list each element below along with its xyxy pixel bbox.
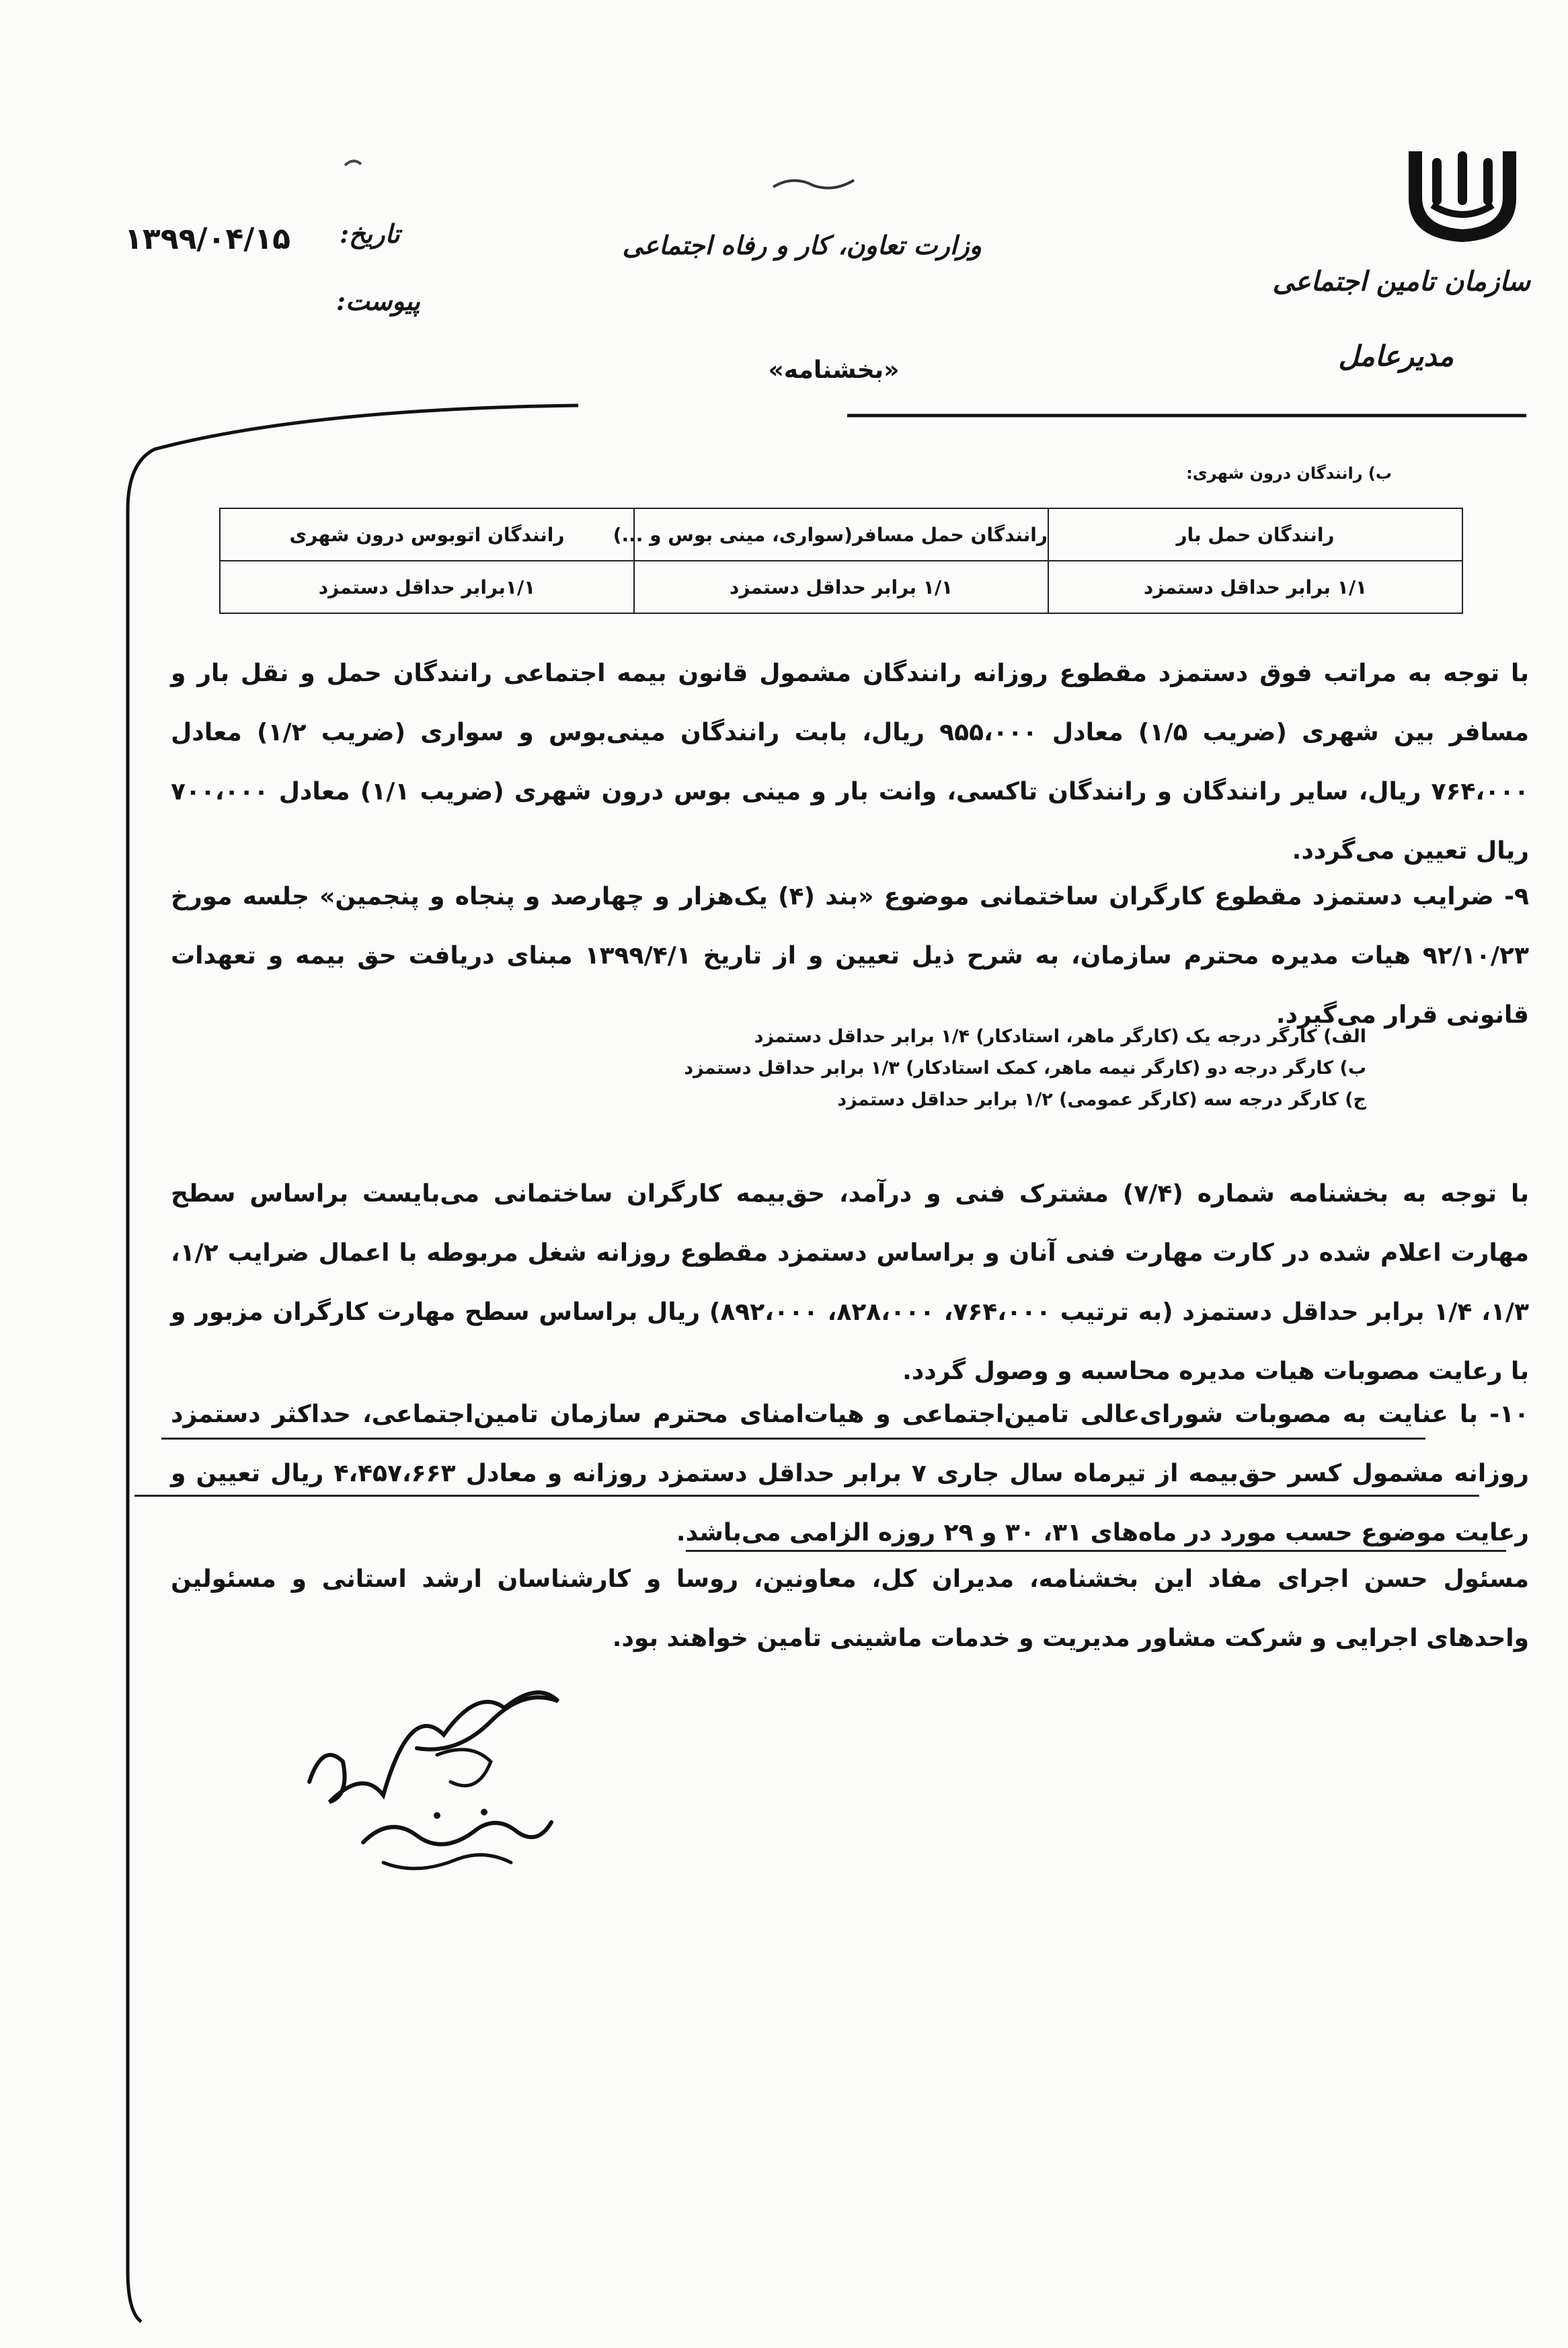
attachment-label: پیوست: (336, 286, 420, 316)
rates-table (219, 508, 1463, 614)
organization-name: سازمان تامین اجتماعی (1272, 266, 1530, 297)
table-cell: ۱/۱ برابر حداقل دستمزد (1048, 561, 1462, 613)
table-header-row (220, 508, 1462, 561)
table-header-cell: رانندگان حمل بار (1048, 508, 1462, 561)
underline (161, 1438, 1425, 1440)
table-header-cell: رانندگان حمل مسافر(سواری، مینی بوس و ...) (634, 508, 1048, 561)
ministry-name: وزارت تعاون، کار و رفاه اجتماعی (622, 230, 982, 260)
table-row (220, 561, 1462, 613)
paragraph-10: ۱۰- با عنایت به مصوبات شورای‌عالی تامین‌اجتماعی و هیات‌امنای محترم سازمان تامین‌اجتماعی، حداکثر دستمزد روزانه مشمول کسر حق‌بیمه از تیرماه سال جاری ۷ برابر حداقل دستمزد روزانه و معادل ۴،۴۵۷،۶۶۳ ریال تعیین و رعایت موضوع حسب مورد در ماه‌های ۳۱، ۳۰ و ۲۹ روزه الزامی می‌باشد. (171, 1401, 1529, 1547)
table-cell: ۱/۱برابر حداقل دستمزد (220, 561, 634, 613)
list-item: ج) کارگر درجه سه (کارگر عمومی) ۱/۲ برابر حداقل دستمزد (837, 1089, 1366, 1110)
header-mark (767, 168, 861, 195)
handwritten-signature (282, 1661, 565, 1903)
table-header-cell: رانندگان اتوبوس درون شهری (220, 508, 634, 561)
director-title: مدیرعامل (1338, 340, 1454, 373)
closing-paragraph: مسئول حسن اجرای مفاد این بخشنامه، مدیران کل، معاونین، روسا و کارشناسان ارشد استانی و مسئولین واحدهای اجرایی و شرکت مشاور مدیریت و خدمات ماشینی تامین خواهند بود. (171, 1565, 1529, 1652)
date-label: تاریخ: (340, 219, 400, 249)
list-item: ب) کارگر درجه دو (کارگر نیمه ماهر، کمک استادکار) ۱/۳ برابر حداقل دستمزد (684, 1058, 1366, 1079)
social-security-logo (1402, 145, 1523, 245)
paragraph-9: ۹- ضرایب دستمزد مقطوع کارگران ساختمانی موضوع «بند (۴) یک‌هزار و چهارصد و پنجاه و پنجمین» جلسه مورخ ۹۲/۱۰/۲۳ هیات مدیره محترم سازمان، به شرح ذیل تعیین و از تاریخ ۱۳۹۹/۴/۱ مبنای دریافت حق بیمه و تعهدات قانونی قرار می‌گیرد. (171, 883, 1529, 1029)
paragraph-drivers-wages: با توجه به مراتب فوق دستمزد مقطوع روزانه رانندگان مشمول قانون بیمه اجتماعی رانندگان حمل و نقل بار و مسافر بین شهری (ضریب ۱/۵) معادل ۹۵۵،۰۰۰ ریال، بابت رانندگان مینی‌بوس و سواری (ضریب ۱/۲) معادل ۷۶۴،۰۰۰ ریال، سایر رانندگان و رانندگان تاکسی، وانت بار و مینی بوس درون شهری (ضریب ۱/۱) معادل ۷۰۰،۰۰۰ ریال تعیین می‌گردد. (171, 660, 1530, 865)
header-mark-small (343, 156, 363, 169)
date-value: ۱۳۹۹/۰۴/۱۵ (124, 222, 290, 256)
underline (134, 1495, 1479, 1497)
section-heading: ب) رانندگان درون شهری: (1186, 464, 1392, 483)
list-item: الف) کارگر درجه یک (کارگر ماهر، استادکار) ۱/۴ برابر حداقل دستمزد (754, 1026, 1366, 1047)
table-cell: ۱/۱ برابر حداقل دستمزد (634, 561, 1048, 613)
circular-title: «بخشنامه» (768, 356, 900, 384)
worker-grade-list (684, 1021, 1366, 1116)
paragraph-construction-workers: با توجه به بخشنامه شماره (۷/۴) مشترک فنی و درآمد، حق‌بیمه کارگران ساختمانی می‌بایست براساس سطح مهارت اعلام شده در کارت مهارت فنی آنان و براساس دستمزد مقطوع روزانه شغل مربوطه با اعمال ضرایب ۱/۲، ۱/۳، ۱/۴ برابر حداقل دستمزد (به ترتیب ۷۶۴،۰۰۰، ۸۲۸،۰۰۰، ۸۹۲،۰۰۰) ریال براساس سطح مهارت کارگران مزبور و با رعایت مصوبات هیات مدیره محاسبه و وصول گردد. (171, 1180, 1529, 1385)
